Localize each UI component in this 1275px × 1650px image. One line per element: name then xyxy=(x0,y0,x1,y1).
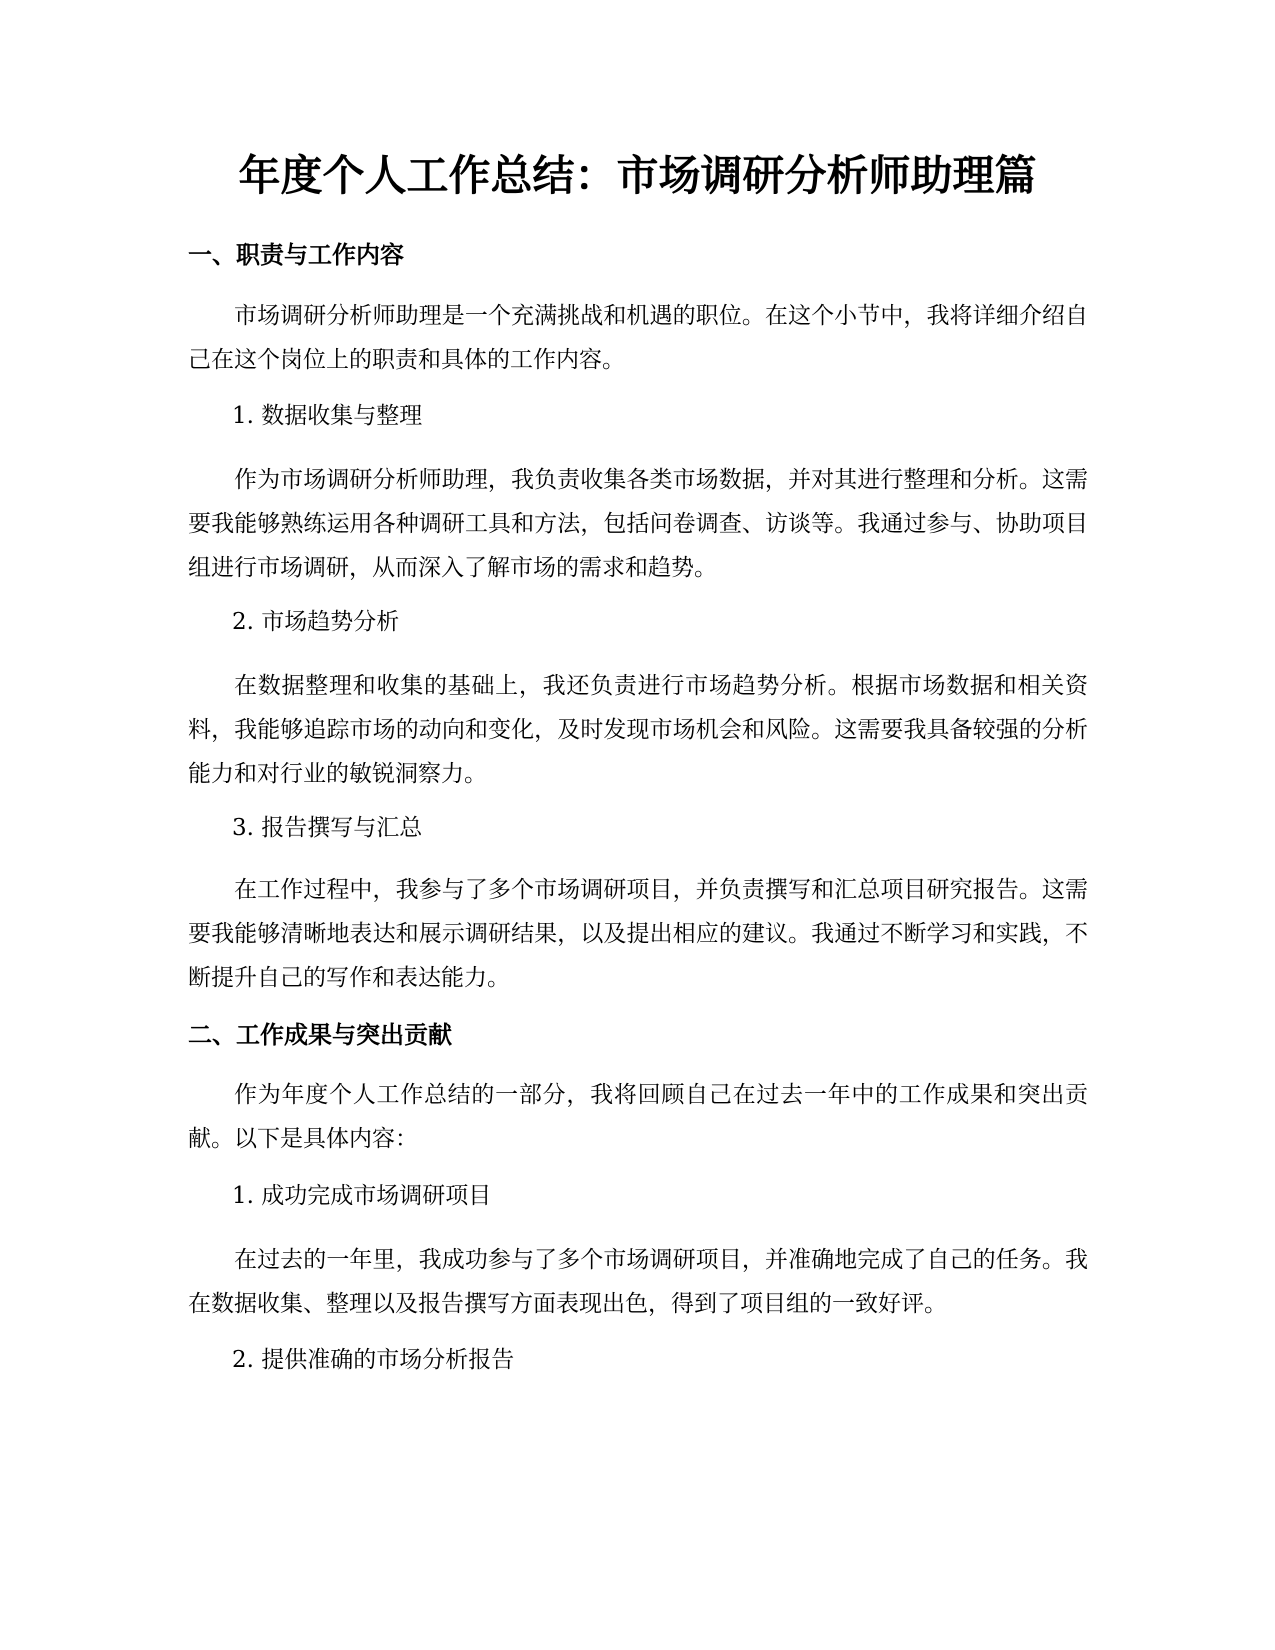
section-intro-duties: 市场调研分析师助理是一个充满挑战和机遇的职位。在这个小节中，我将详细介绍自己在这个岗位上的职责和具体的工作内容。 xyxy=(188,303,1088,373)
sub-item-title-trend-analysis: 2. 市场趋势分析 xyxy=(232,609,400,635)
section-heading-duties: 一、职责与工作内容 xyxy=(188,241,404,269)
sub-item-title-data-collection: 1. 数据收集与整理 xyxy=(232,403,423,429)
sub-item-body-projects-completed: 在过去的一年里，我成功参与了多个市场调研项目，并准确地完成了自己的任务。我在数据收集、整理以及报告撰写方面表现出色，得到了项目组的一致好评。 xyxy=(188,1247,1088,1317)
section-intro-achievements: 作为年度个人工作总结的一部分，我将回顾自己在过去一年中的工作成果和突出贡献。以下是具体内容： xyxy=(188,1082,1088,1152)
sub-item-title-projects-completed: 1. 成功完成市场调研项目 xyxy=(232,1183,492,1209)
sub-item-body-trend-analysis: 在数据整理和收集的基础上，我还负责进行市场趋势分析。根据市场数据和相关资料，我能够追踪市场的动向和变化，及时发现市场机会和风险。这需要我具备较强的分析能力和对行业的敏锐洞察力。 xyxy=(188,673,1088,787)
sub-item-body-report-writing: 在工作过程中，我参与了多个市场调研项目，并负责撰写和汇总项目研究报告。这需要我能够清晰地表达和展示调研结果，以及提出相应的建议。我通过不断学习和实践，不断提升自己的写作和表达能力。 xyxy=(188,877,1088,991)
sub-item-title-analysis-reports: 2. 提供准确的市场分析报告 xyxy=(232,1347,515,1373)
sub-item-title-report-writing: 3. 报告撰写与汇总 xyxy=(232,815,423,841)
sub-item-body-data-collection: 作为市场调研分析师助理，我负责收集各类市场数据，并对其进行整理和分析。这需要我能够熟练运用各种调研工具和方法，包括问卷调查、访谈等。我通过参与、协助项目组进行市场调研，从而深入了解市场的需求和趋势。 xyxy=(188,467,1088,581)
section-heading-achievements: 二、工作成果与突出贡献 xyxy=(188,1021,452,1049)
document-title: 年度个人工作总结：市场调研分析师助理篇 xyxy=(238,151,1037,200)
